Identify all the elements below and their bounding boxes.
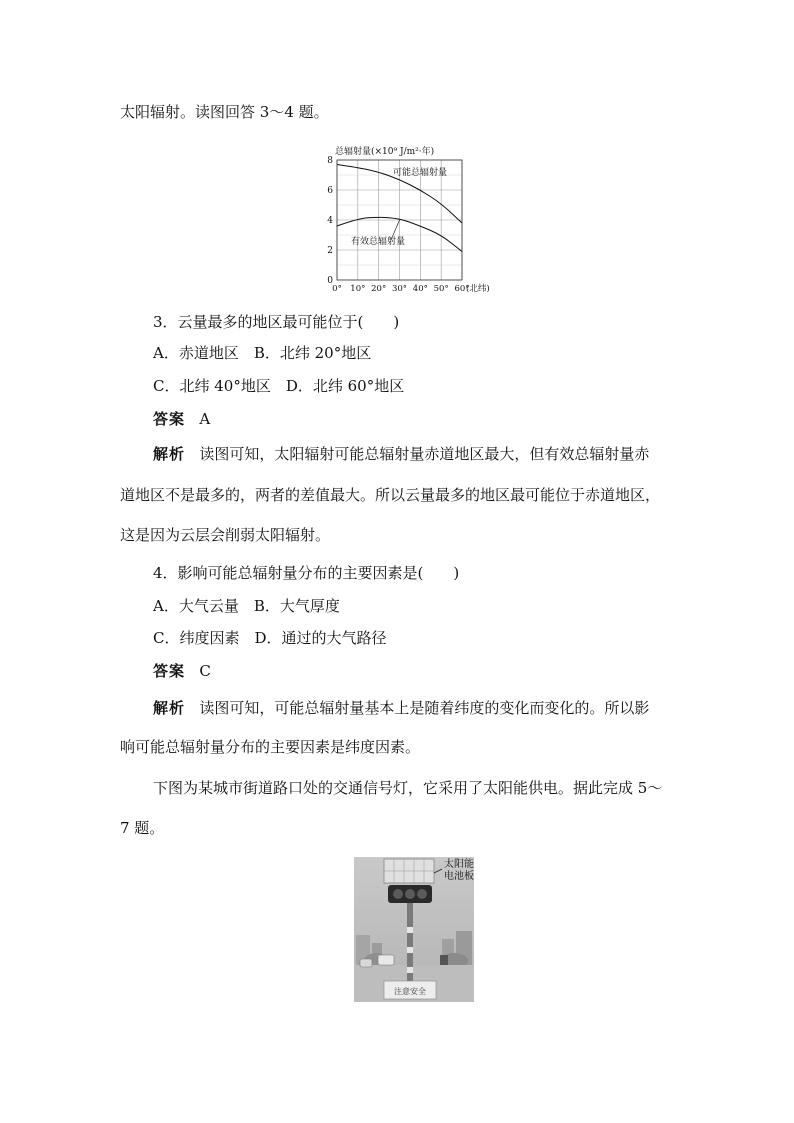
x-tick-label: 20° [371,284,387,294]
q3-analysis-text-1: 读图可知，太阳辐射可能总辐射量赤道地区最大，但有效总辐射量赤 [199,445,650,463]
x-tick-label: 30° [391,284,408,294]
q4-answer-label: 答案 [153,662,186,680]
q3-answer-value: A [199,410,211,428]
radiation-chart-svg [325,140,505,300]
series-label-possible: 可能总辐射量 [393,168,448,178]
panel-label-1: 太阳能 [444,859,474,870]
photo-car [360,959,372,967]
traffic-light-photo-svg [354,857,474,1002]
safety-sign-text: 注意安全 [394,987,426,996]
panel-label-2: 电池板 [444,871,474,882]
y-tick-label: 4 [327,216,333,226]
y-tick-label: 0 [327,276,333,286]
intro-line: 太阳辐射。读图回答 3～4 题。 [120,103,329,121]
q3-analysis-2: 道地区不是最多的，两者的差值最大。所以云量最多的地区最可能位于赤道地区， [120,486,661,504]
next-intro-2: 7 题。 [120,819,165,837]
q3-options-2: C．北纬 40°地区 D．北纬 60°地区 [153,377,405,395]
q4-options-2: C．纬度因素 D．通过的大气路径 [153,629,387,647]
radiation-chart [325,140,505,300]
x-axis-label: (北纬) [466,284,490,294]
chart-title: 总辐射量(×10⁹ J/m²·年) [335,147,435,157]
traffic-light-photo [354,857,474,1002]
x-tick-label: 0° [332,284,342,294]
y-tick-label: 2 [327,246,333,256]
photo-motorbike [440,955,448,965]
q3-options-1: A．赤道地区 B．北纬 20°地区 [153,344,372,362]
q3-stem: 3．云量最多的地区最可能位于( ) [153,313,400,331]
q4-stem: 4．影响可能总辐射量分布的主要因素是( ) [153,564,460,582]
y-tick-label: 8 [327,156,333,166]
signal-lamp [417,889,427,899]
x-tick-label: 10° [350,284,366,294]
series-label-effective: 有效总辐射量 [351,237,406,247]
x-tick-label: 50° [433,284,449,294]
x-tick-label: 60° [454,284,470,294]
signal-lamp [405,889,415,899]
q4-options-1: A．大气云量 B．大气厚度 [153,597,340,615]
q4-answer-value: C [199,662,211,680]
q3-analysis-label: 解析 [153,445,186,463]
q4-analysis-label: 解析 [153,699,186,717]
q4-analysis-1 [153,698,649,718]
y-tick-label: 6 [327,186,333,196]
q3-analysis-1 [153,444,649,464]
x-tick-label: 40° [412,284,428,294]
chart-labels [327,145,489,294]
q3-answer-label: 答案 [153,410,186,428]
q3-answer [153,409,210,429]
next-intro-1: 下图为某城市街道路口处的交通信号灯，它采用了太阳能供电。据此完成 5～ [153,779,663,797]
photo-car [378,955,394,965]
signal-lamp [393,889,403,899]
q4-analysis-2: 响可能总辐射量分布的主要因素是纬度因素。 [120,738,421,756]
q4-answer [153,661,211,681]
q3-analysis-3: 这是因为云层会削弱太阳辐射。 [120,526,331,544]
q4-analysis-text-1: 读图可知，可能总辐射量基本上是随着纬度的变化而变化的。所以影 [199,699,650,717]
